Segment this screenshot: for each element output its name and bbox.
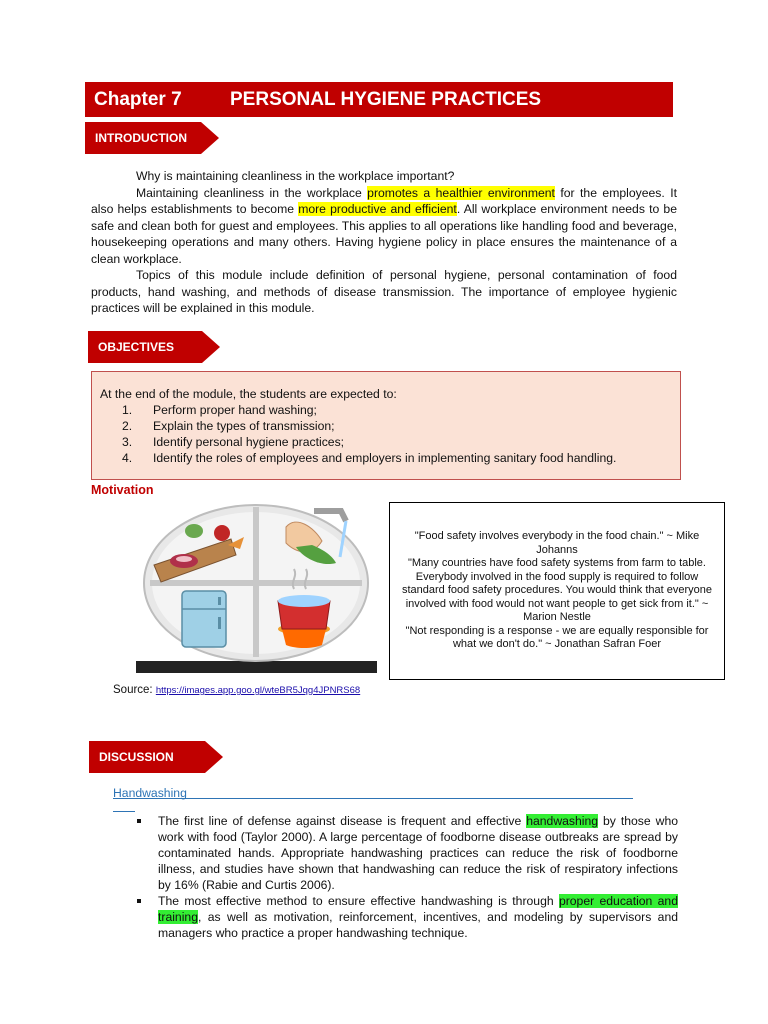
quote: "Food safety involves everybody in the food chain." ~ Mike Johanns xyxy=(414,530,700,556)
introduction-text xyxy=(91,168,677,317)
list-item: 3. Identify personal hygiene practices; xyxy=(122,435,345,449)
list-item: 2. Explain the types of transmission; xyxy=(122,419,335,433)
subheading-underline xyxy=(113,811,135,812)
section-tab-label: DISCUSSION xyxy=(99,750,174,764)
highlight-productive-efficient: more productive and efficient xyxy=(298,202,457,216)
food-safety-illustration xyxy=(136,497,377,673)
intro-paragraph: Maintaining cleanliness in the workplace promotes a healthier environment for the employees. It also helps establishments to become more productive and efficient. All workplace environment needs to be safe and clean both for guest and employees. This applies to all operations like handling food and beverage, housekeeping operations and many others. Having hygiene policy in place ensures the maintenance of a clean workplace. xyxy=(91,185,677,266)
chapter-banner xyxy=(85,82,673,117)
list-item: 1. Perform proper hand washing; xyxy=(122,403,317,417)
section-tab-introduction xyxy=(85,122,219,154)
source-label: Source: xyxy=(113,684,156,696)
motivation-label: Motivation xyxy=(91,483,154,497)
quote: "Many countries have food safety systems from farm to table. Everybody involved in the food supply is required to follow standard food safety procedures. You would think that everyone involved with food would not want people to get sick from it." ~ Marion Nestle xyxy=(401,557,713,624)
image-source xyxy=(113,684,360,696)
quote-box xyxy=(389,502,725,680)
highlight-healthier-environment: promotes a healthier environment xyxy=(367,185,555,200)
objectives-box xyxy=(91,371,681,480)
intro-question: Why is maintaining cleanliness in the workplace important? xyxy=(136,169,455,183)
section-tab-discussion xyxy=(89,741,223,773)
highlight-education-training: proper education and training xyxy=(158,894,678,924)
objectives-intro: At the end of the module, the students are expected to: xyxy=(100,387,397,401)
subheading-handwashing: Handwashing xyxy=(113,786,633,799)
section-tab-label: OBJECTIVES xyxy=(98,340,175,354)
section-tab-objectives xyxy=(88,331,220,363)
food-safety-plate-icon xyxy=(136,497,377,673)
intro-topics-paragraph: Topics of this module include definition of personal hygiene, personal contamination of food products, hand washing, and methods of disease transmission. The importance of employee hygienic practices will be explained in this module. xyxy=(91,268,677,315)
bullet-icon xyxy=(137,899,141,903)
chapter-title: PERSONAL HYGIENE PRACTICES xyxy=(230,88,542,110)
section-tab-label: INTRODUCTION xyxy=(95,131,187,145)
highlight-handwashing: handwashing xyxy=(526,814,599,828)
list-item: The most effective method to ensure effective handwashing is through proper education and training, as well as motivation, reinforcement, incentives, and modeling by supervisors and managers who practice a proper handwashing technique. xyxy=(134,893,678,941)
bullet-icon xyxy=(137,819,141,823)
quote: "Not responding is a response - we are equally responsible for what we don't do." ~ Jonathan Safran Foer xyxy=(405,624,709,651)
list-item: 4. Identify the roles of employees and employers in implementing sanitary food handling. xyxy=(122,451,617,465)
discussion-bullets xyxy=(134,813,678,941)
objectives-list xyxy=(122,402,670,466)
chapter-number: Chapter 7 xyxy=(94,88,182,110)
list-item: The first line of defense against disease is frequent and effective handwashing by those who work with food (Taylor 2000). A large percentage of foodborne disease outbreaks are spread by contaminated hands. Appropriate handwashing practices can reduce the risk of foodborne illness, and studies have shown that handwashing can reduce the risk of respiratory infections by 16% (Rabie and Curtis 2006). xyxy=(134,813,678,893)
source-link[interactable]: https://images.app.goo.gl/wteBR5Jqg4JPNRS68 xyxy=(155,685,361,696)
